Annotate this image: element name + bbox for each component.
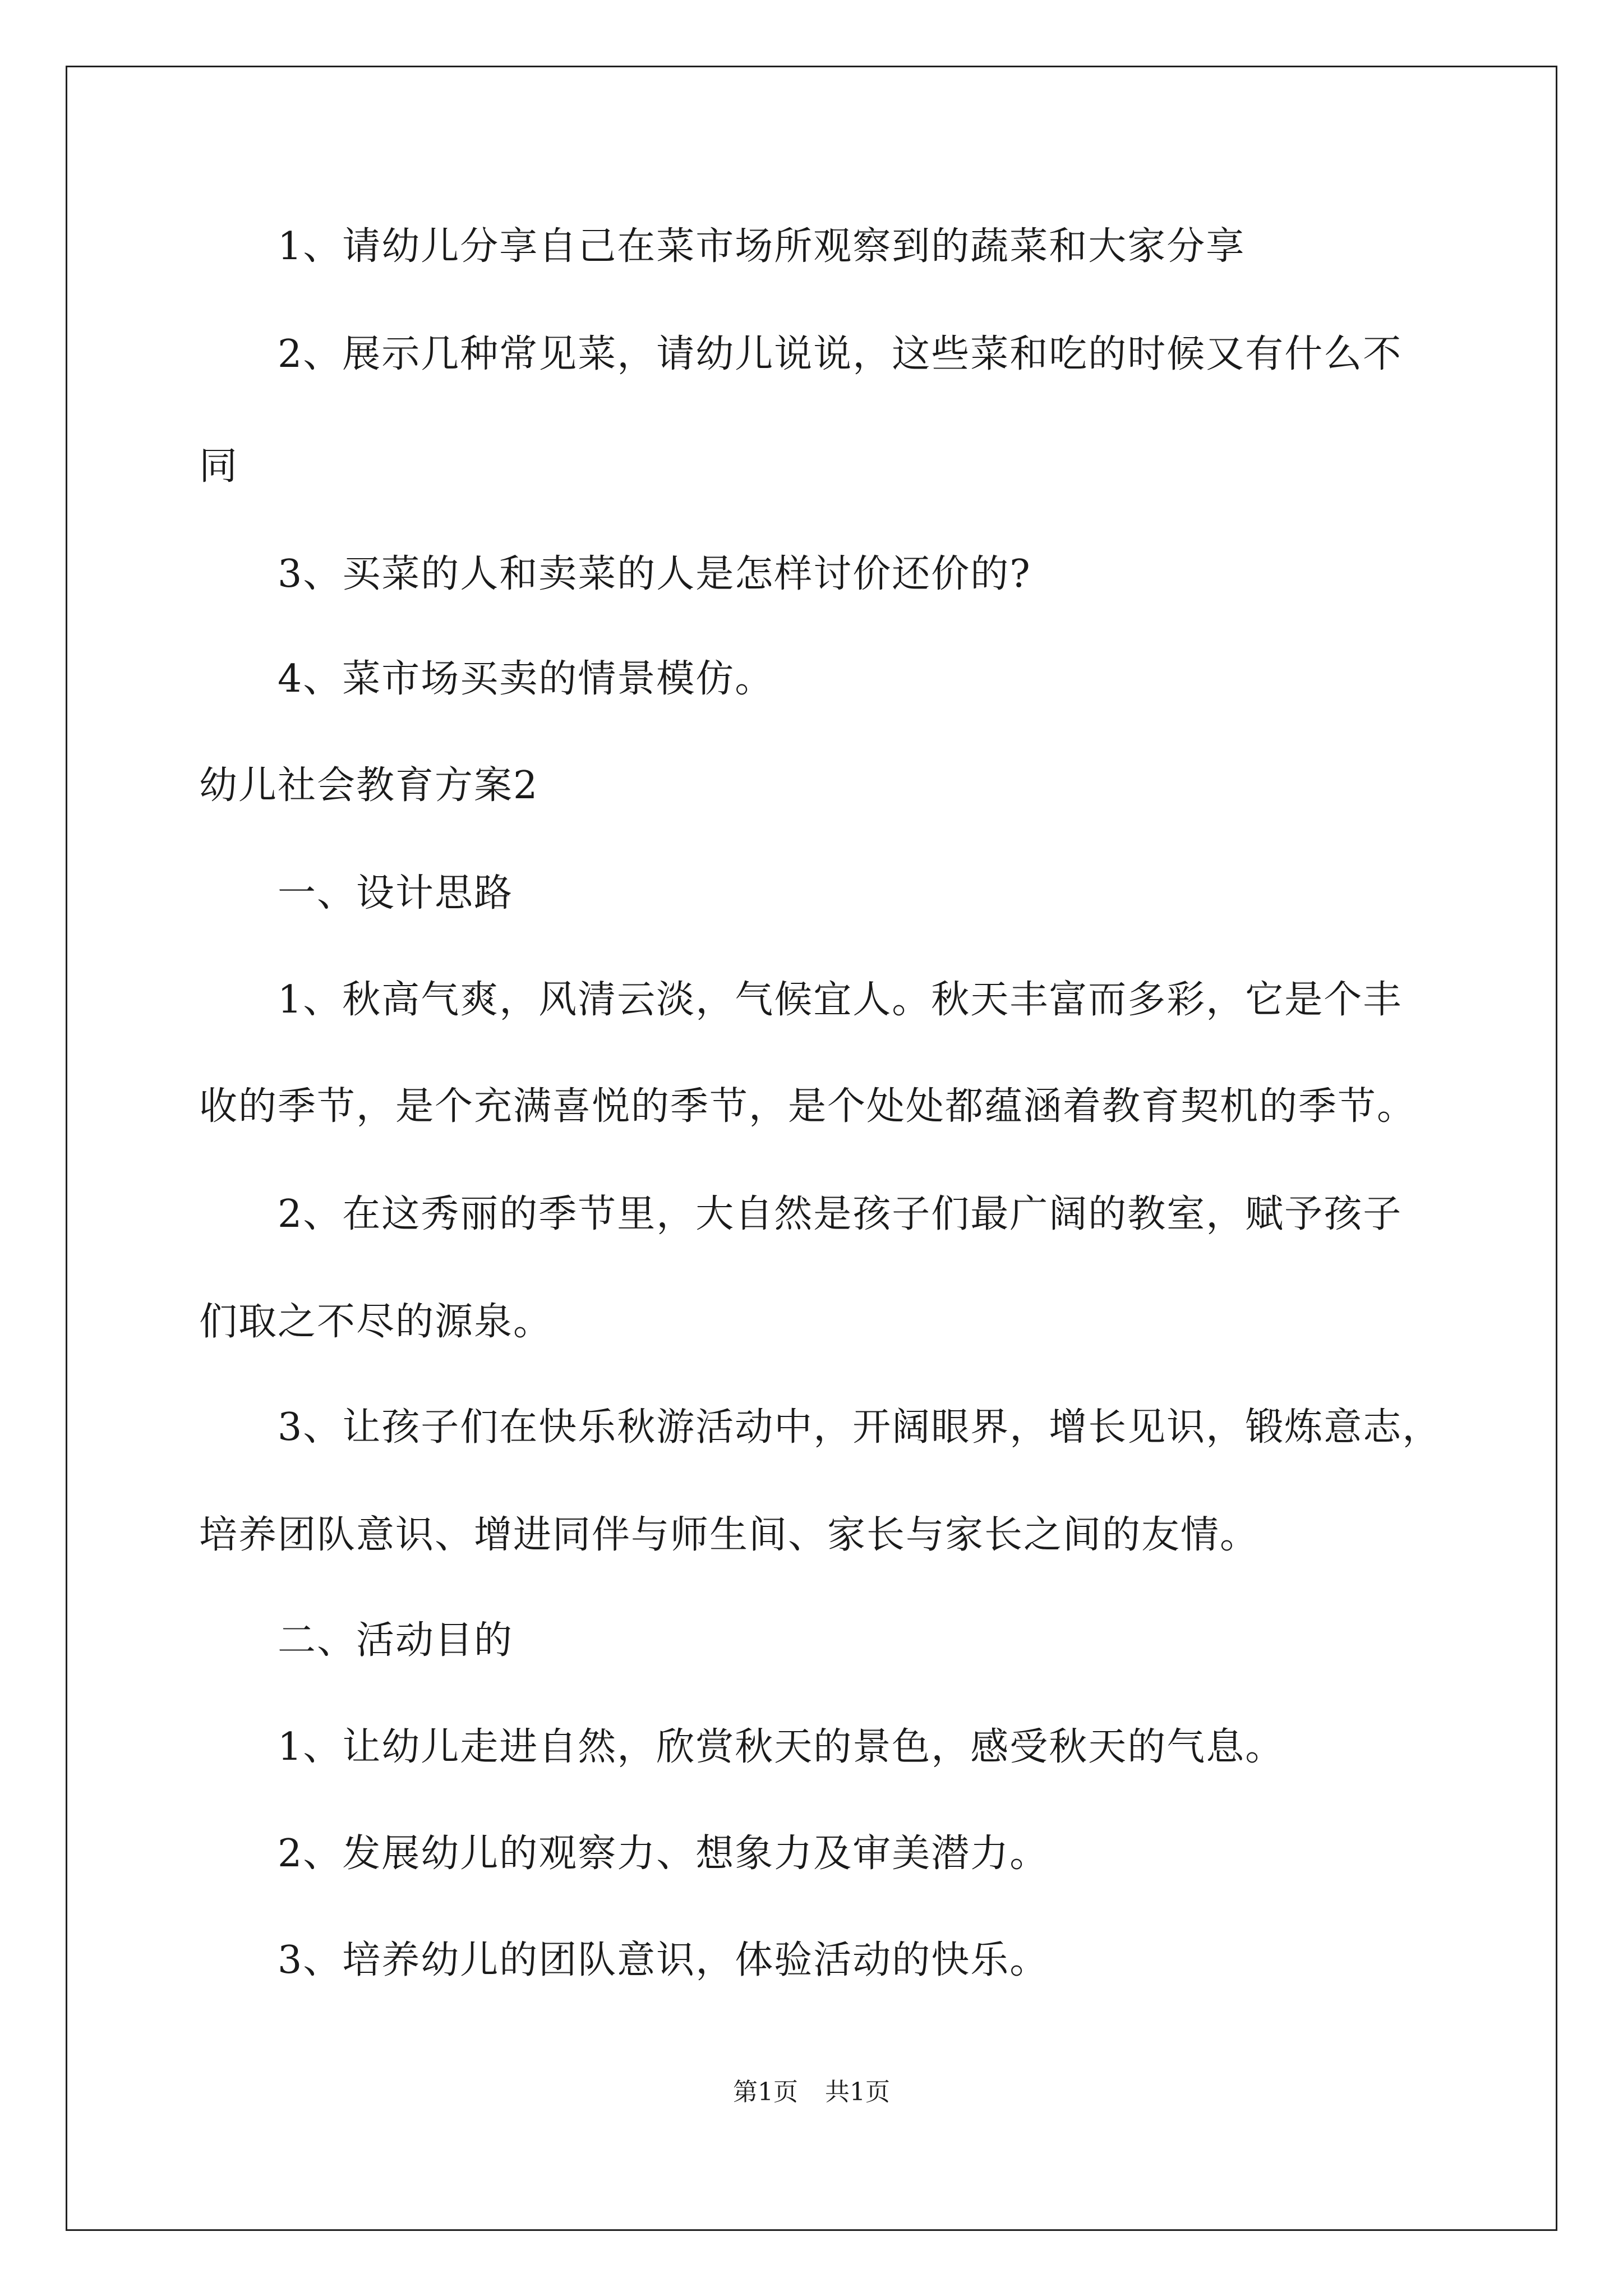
paragraph-line: 2、展示几种常见菜，请幼儿说说，这些菜和吃的时候又有什么不 bbox=[278, 332, 1403, 376]
paragraph-line: 3、让孩子们在快乐秋游活动中，开阔眼界，增长见识，锻炼意志， bbox=[278, 1405, 1442, 1450]
paragraph-line: 同 bbox=[199, 444, 239, 489]
paragraph-line: 3、培养幼儿的团队意识，体验活动的快乐。 bbox=[278, 1938, 1049, 1982]
paragraph-line: 4、菜市场买卖的情景模仿。 bbox=[278, 657, 774, 701]
section-heading: 一、设计思路 bbox=[278, 871, 514, 915]
section-title: 幼儿社会教育方案2 bbox=[199, 763, 539, 808]
paragraph-line: 3、买菜的人和卖菜的人是怎样讨价还价的? bbox=[278, 552, 1031, 596]
paragraph-line: 2、发展幼儿的观察力、想象力及审美潜力。 bbox=[278, 1832, 1049, 1876]
paragraph-line: 2、在这秀丽的季节里，大自然是孩子们最广阔的教室，赋予孩子 bbox=[278, 1192, 1403, 1236]
paragraph-line: 1、请幼儿分享自己在菜市场所观察到的蔬菜和大家分享 bbox=[278, 224, 1246, 269]
paragraph-line: 收的季节，是个充满喜悦的季节，是个处处都蕴涵着教育契机的季节。 bbox=[199, 1084, 1417, 1129]
paragraph-line: 1、秋高气爽，风清云淡，气候宜人。秋天丰富而多彩，它是个丰 bbox=[278, 978, 1403, 1022]
section-heading: 二、活动目的 bbox=[278, 1618, 514, 1663]
page-number: 第1页 bbox=[733, 2078, 798, 2106]
paragraph-line: 培养团队意识、增进同伴与师生间、家长与家长之间的友情。 bbox=[199, 1513, 1260, 1557]
page-footer bbox=[0, 2076, 1623, 2109]
page-border bbox=[66, 66, 1557, 2231]
paragraph-line: 1、让幼儿走进自然，欣赏秋天的景色，感受秋天的气息。 bbox=[278, 1725, 1285, 1769]
paragraph-line: 们取之不尽的源泉。 bbox=[199, 1300, 553, 1344]
page-total: 共1页 bbox=[825, 2078, 890, 2106]
